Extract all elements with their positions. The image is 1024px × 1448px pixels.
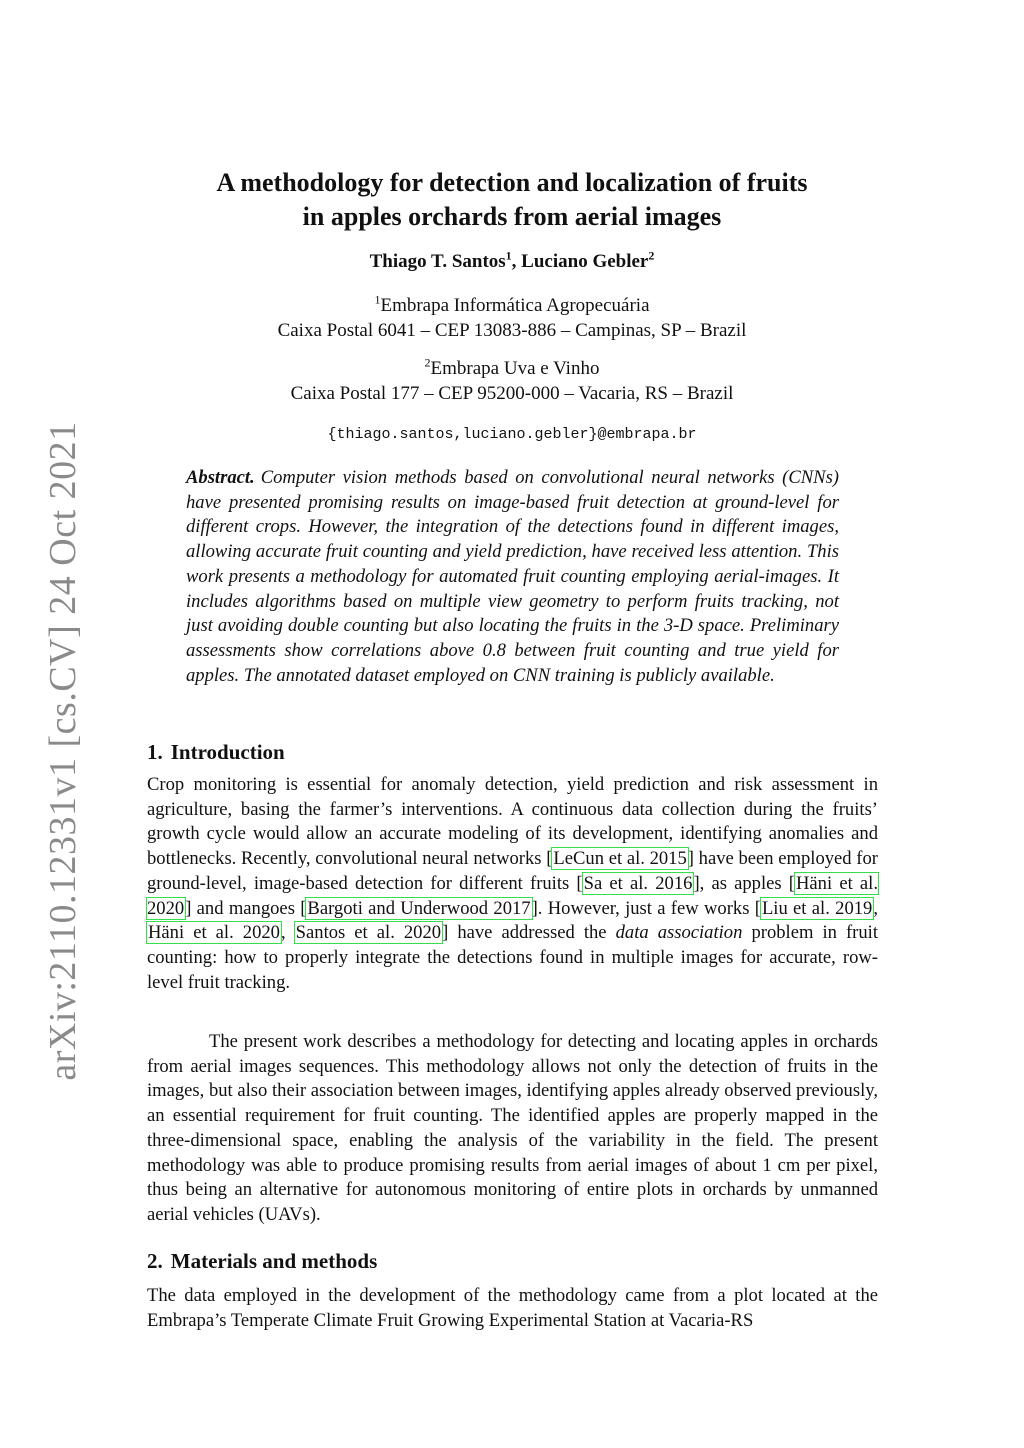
- paper-title: [0, 166, 1024, 234]
- text-run: ]. However, just a few works [: [531, 897, 761, 919]
- section-1-title: Introduction: [170, 740, 285, 764]
- citation-link[interactable]: Häni et al. 2020: [148, 922, 280, 944]
- abstract: [186, 466, 839, 688]
- title-line-2: in apples orchards from aerial images: [302, 202, 722, 231]
- text-run: Crop monitoring is essential for anomaly detection, yield prediction and risk assessment in agriculture, basing the farmer’s interventions. A continuous data collection during the fruits’ growth cycle would allow an accurate modeling of its development, identifying anomalies and bottlenecks. Recently, convolutional neural networks [: [147, 774, 878, 870]
- text-run: ] and mangoes [: [185, 897, 307, 919]
- affiliation-1-address: Caixa Postal 6041 – CEP 13083-886 – Campinas, SP – Brazil: [277, 320, 747, 341]
- emphasized-term: data association: [615, 922, 743, 944]
- section-heading-materials-methods: [147, 1247, 877, 1275]
- introduction-paragraph-1: [147, 773, 878, 995]
- author-1: Thiago T. Santos: [369, 251, 506, 272]
- author-list: [0, 249, 1024, 275]
- title-line-1: A methodology for detection and localization of fruits: [216, 168, 808, 197]
- author-separator: ,: [511, 251, 522, 272]
- materials-paragraph-1: The data employed in the development of the methodology came from a plot located at the Embrapa’s Temperate Climate Fruit Growing Experimental Station at Vacaria-RS: [147, 1285, 878, 1331]
- arxiv-identifier: arXiv:2110.12331v1 [cs.CV] 24 Oct 2021: [42, 421, 84, 1081]
- abstract-label: Abstract.: [186, 467, 255, 488]
- section-2-title: Materials and methods: [170, 1249, 378, 1273]
- author-1-affil-mark: 1: [505, 248, 512, 263]
- citation-link[interactable]: Liu et al. 2019: [761, 897, 873, 919]
- author-2: Luciano Gebler: [521, 251, 649, 272]
- citation-link[interactable]: Santos et al. 2020: [295, 922, 442, 944]
- affiliation-1-name: Embrapa Informática Agropecuária: [380, 295, 650, 316]
- affiliation-2: [0, 356, 1024, 406]
- text-run: ,: [280, 922, 295, 944]
- abstract-text: Computer vision methods based on convolutional neural networks (CNNs) have presented promising results on image-based fruit detection at ground-level for different crops. However, the integration of the detections found in different images, allowing accurate fruit counting and yield prediction, have received less attention. This work presents a methodology for automated fruit counting employing aerial-images. It includes algorithms based on multiple view geometry to perform fruits tracking, not just avoiding double counting but also locating the fruits in the 3-D space. Preliminary assessments show correlations above 0.8 between fruit counting and true yield for apples. The annotated dataset employed on CNN training is publicly available.: [186, 467, 839, 686]
- section-heading-introduction: [147, 738, 877, 766]
- text-run: ,: [873, 897, 878, 919]
- text-run: problem in fruit counting: how to properly integrate the detections found in multiple images for accurate, row-level fruit tracking.: [147, 922, 878, 993]
- text-run: ], as apples [: [693, 872, 795, 894]
- affiliation-2-address: Caixa Postal 177 – CEP 95200-000 – Vacaria, RS – Brazil: [290, 383, 734, 404]
- citation-link[interactable]: Bargoti and Underwood 2017: [307, 897, 531, 919]
- affiliation-2-name: Embrapa Uva e Vinho: [430, 358, 600, 379]
- author-emails: {thiago.santos,luciano.gebler}@embrapa.br: [327, 426, 697, 443]
- section-2-number: 2.: [147, 1249, 163, 1273]
- text-run: ] have addressed the: [442, 922, 616, 944]
- citation-link[interactable]: LeCun et al. 2015: [553, 848, 687, 870]
- affiliation-1: [0, 293, 1024, 343]
- text-run: ] have been employed for ground-level, image-based detection for different fruits [: [147, 848, 878, 894]
- affiliation-1-mark: 1: [374, 292, 381, 307]
- citation-link[interactable]: Sa et al. 2016: [583, 872, 693, 894]
- citation-link[interactable]: Häni et al. 2020: [147, 872, 878, 919]
- section-1-number: 1.: [147, 740, 163, 764]
- author-2-affil-mark: 2: [648, 248, 655, 263]
- introduction-paragraph-2: The present work describes a methodology for detecting and locating apples in orchards from aerial images sequences. This methodology allows not only the detection of fruits in the images, but also their association between images, identifying apples already observed previously, an essential requirement for fruit counting. The identified apples are properly mapped in the three-dimensional space, enabling the analysis of the variability in the field. The present methodology was able to produce promising results from aerial images of about 1 cm per pixel, thus being an alternative for autonomous monitoring of entire plots in orchards by unmanned aerial vehicles (UAVs).: [147, 1031, 878, 1225]
- affiliation-2-mark: 2: [424, 355, 431, 370]
